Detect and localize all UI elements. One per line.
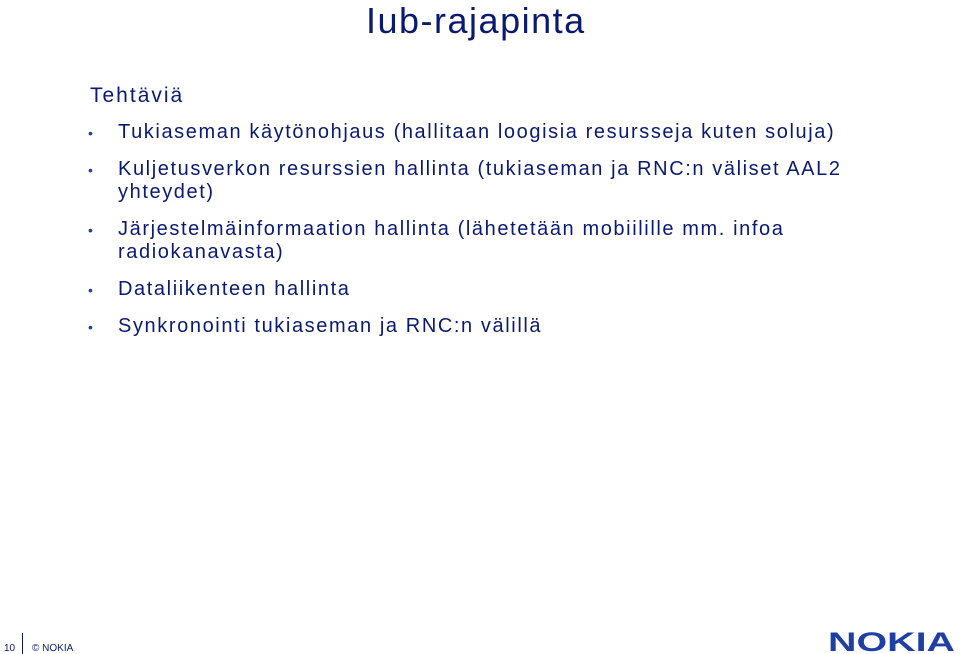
bullet-icon: • <box>88 319 95 335</box>
slide-title: Iub-rajapinta <box>366 0 586 41</box>
bullet-icon: • <box>88 222 95 238</box>
bullet-icon: • <box>88 125 95 141</box>
bullet-text: Kuljetusverkon resurssien hallinta (tukiaseman ja RNC:n väliset AAL2 yhteydet) <box>118 158 842 203</box>
nokia-logo <box>828 630 956 652</box>
list-item <box>88 121 848 144</box>
bullet-list <box>88 121 848 352</box>
bullet-text: Järjestelmäinformaation hallinta (lähetetään mobiilille mm. infoa radiokanavasta) <box>118 218 785 263</box>
list-item <box>88 158 848 204</box>
section-heading: Tehtäviä <box>90 84 185 107</box>
logo-wordmark: NOKIA <box>828 630 955 652</box>
bullet-text: Tukiaseman käytönohjaus (hallitaan loogisia resursseja kuten soluja) <box>118 121 836 143</box>
list-item <box>88 315 848 338</box>
list-item <box>88 218 848 264</box>
list-item <box>88 278 848 301</box>
bullet-text: Synkronointi tukiaseman ja RNC:n välillä <box>118 315 543 337</box>
bullet-icon: • <box>88 162 95 178</box>
page-number: 10 <box>4 643 16 654</box>
title-bar <box>0 0 960 40</box>
copyright-notice: © NOKIA <box>32 643 74 654</box>
footer-divider <box>22 633 23 654</box>
bullet-icon: • <box>88 282 95 298</box>
bullet-text: Dataliikenteen hallinta <box>118 278 351 300</box>
